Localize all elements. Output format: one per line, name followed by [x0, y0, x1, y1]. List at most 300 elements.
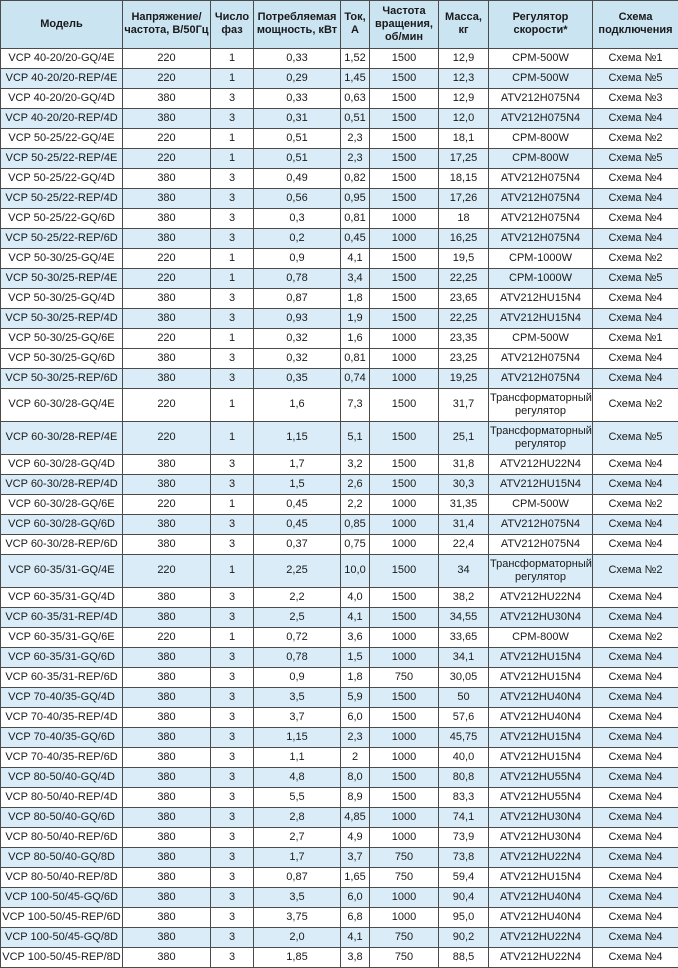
cell-phases: 3 [211, 514, 254, 534]
cell-scheme: Схема №4 [593, 667, 678, 687]
cell-voltage: 380 [123, 687, 211, 707]
cell-rpm: 1500 [370, 474, 439, 494]
cell-scheme: Схема №4 [593, 454, 678, 474]
cell-model: VCP 100-50/45-REP/6D [1, 907, 123, 927]
cell-scheme: Схема №4 [593, 474, 678, 494]
cell-current: 0,75 [341, 534, 370, 554]
cell-power: 0,2 [254, 228, 341, 248]
cell-scheme: Схема №2 [593, 248, 678, 268]
cell-model: VCP 50-25/22-REP/4D [1, 188, 123, 208]
cell-rpm: 1500 [370, 421, 439, 454]
cell-rpm: 1500 [370, 128, 439, 148]
cell-scheme: Схема №4 [593, 847, 678, 867]
cell-phases: 3 [211, 348, 254, 368]
column-header-regulator: Регулятор скорости* [489, 1, 593, 49]
cell-model: VCP 60-35/31-GQ/4E [1, 554, 123, 587]
cell-model: VCP 50-25/22-GQ/4E [1, 128, 123, 148]
cell-power: 0,35 [254, 368, 341, 388]
cell-scheme: Схема №4 [593, 647, 678, 667]
column-header-mass: Масса, кг [439, 1, 489, 49]
cell-regulator: ATV212HU55N4 [489, 767, 593, 787]
table-row [1, 128, 678, 148]
cell-rpm: 1500 [370, 388, 439, 421]
cell-model: VCP 60-30/28-GQ/4E [1, 388, 123, 421]
cell-voltage: 220 [123, 554, 211, 587]
cell-current: 5,9 [341, 687, 370, 707]
cell-current: 0,63 [341, 88, 370, 108]
cell-phases: 3 [211, 108, 254, 128]
cell-power: 0,31 [254, 108, 341, 128]
cell-voltage: 380 [123, 767, 211, 787]
cell-phases: 3 [211, 667, 254, 687]
cell-phases: 3 [211, 308, 254, 328]
cell-regulator: CPM-800W [489, 128, 593, 148]
cell-regulator: ATV212HU22N4 [489, 927, 593, 947]
cell-voltage: 220 [123, 48, 211, 68]
cell-scheme: Схема №3 [593, 88, 678, 108]
cell-model: VCP 50-25/22-REP/4E [1, 148, 123, 168]
cell-model: VCP 50-30/25-GQ/6D [1, 348, 123, 368]
cell-mass: 19,25 [439, 368, 489, 388]
cell-power: 0,45 [254, 494, 341, 514]
cell-mass: 34 [439, 554, 489, 587]
table-row [1, 554, 678, 587]
cell-rpm: 1000 [370, 228, 439, 248]
cell-voltage: 380 [123, 607, 211, 627]
cell-regulator: ATV212HU15N4 [489, 308, 593, 328]
cell-regulator: ATV212H075N4 [489, 368, 593, 388]
cell-scheme: Схема №4 [593, 687, 678, 707]
cell-rpm: 1500 [370, 268, 439, 288]
cell-power: 0,72 [254, 627, 341, 647]
cell-rpm: 1000 [370, 328, 439, 348]
cell-model: VCP 50-30/25-REP/4E [1, 268, 123, 288]
cell-scheme: Схема №2 [593, 128, 678, 148]
cell-regulator: ATV212H075N4 [489, 88, 593, 108]
cell-regulator: ATV212HU22N4 [489, 847, 593, 867]
cell-current: 4,0 [341, 587, 370, 607]
cell-model: VCP 60-30/28-GQ/6E [1, 494, 123, 514]
cell-power: 0,9 [254, 667, 341, 687]
cell-mass: 17,25 [439, 148, 489, 168]
cell-mass: 83,3 [439, 787, 489, 807]
cell-phases: 1 [211, 268, 254, 288]
cell-phases: 3 [211, 474, 254, 494]
cell-phases: 3 [211, 887, 254, 907]
cell-regulator: ATV212HU30N4 [489, 827, 593, 847]
cell-rpm: 1500 [370, 188, 439, 208]
cell-voltage: 380 [123, 787, 211, 807]
cell-regulator: ATV212HU40N4 [489, 907, 593, 927]
table-header [1, 1, 678, 49]
cell-power: 5,5 [254, 787, 341, 807]
table-row [1, 494, 678, 514]
cell-scheme: Схема №4 [593, 767, 678, 787]
cell-phases: 3 [211, 534, 254, 554]
cell-scheme: Схема №4 [593, 348, 678, 368]
cell-regulator: ATV212HU15N4 [489, 727, 593, 747]
cell-scheme: Схема №4 [593, 288, 678, 308]
table-row [1, 348, 678, 368]
cell-rpm: 1000 [370, 348, 439, 368]
cell-current: 3,4 [341, 268, 370, 288]
cell-voltage: 380 [123, 747, 211, 767]
cell-scheme: Схема №5 [593, 421, 678, 454]
cell-current: 4,1 [341, 248, 370, 268]
header-row [1, 1, 678, 49]
cell-rpm: 1000 [370, 727, 439, 747]
cell-rpm: 1000 [370, 368, 439, 388]
cell-voltage: 380 [123, 807, 211, 827]
cell-regulator: ATV212HU22N4 [489, 947, 593, 967]
cell-model: VCP 70-40/35-GQ/6D [1, 727, 123, 747]
cell-voltage: 380 [123, 308, 211, 328]
table-row [1, 248, 678, 268]
cell-rpm: 1000 [370, 514, 439, 534]
cell-phases: 3 [211, 827, 254, 847]
table-row [1, 421, 678, 454]
cell-phases: 3 [211, 368, 254, 388]
table-row [1, 188, 678, 208]
cell-mass: 73,9 [439, 827, 489, 847]
cell-current: 2 [341, 747, 370, 767]
cell-phases: 3 [211, 88, 254, 108]
cell-mass: 31,35 [439, 494, 489, 514]
cell-voltage: 380 [123, 707, 211, 727]
table-row [1, 927, 678, 947]
table-row [1, 807, 678, 827]
cell-model: VCP 40-20/20-REP/4D [1, 108, 123, 128]
cell-power: 1,7 [254, 847, 341, 867]
column-header-model: Модель [1, 1, 123, 49]
cell-power: 3,5 [254, 887, 341, 907]
cell-phases: 3 [211, 727, 254, 747]
cell-phases: 3 [211, 647, 254, 667]
cell-voltage: 380 [123, 534, 211, 554]
cell-phases: 1 [211, 248, 254, 268]
cell-current: 0,81 [341, 348, 370, 368]
cell-regulator: ATV212H075N4 [489, 228, 593, 248]
table-row [1, 288, 678, 308]
cell-mass: 33,65 [439, 627, 489, 647]
cell-mass: 22,4 [439, 534, 489, 554]
cell-current: 3,8 [341, 947, 370, 967]
cell-regulator: ATV212HU15N4 [489, 288, 593, 308]
table-row [1, 148, 678, 168]
cell-mass: 88,5 [439, 947, 489, 967]
cell-power: 1,6 [254, 388, 341, 421]
cell-power: 0,93 [254, 308, 341, 328]
cell-phases: 3 [211, 228, 254, 248]
cell-mass: 25,1 [439, 421, 489, 454]
cell-scheme: Схема №2 [593, 494, 678, 514]
cell-voltage: 220 [123, 328, 211, 348]
cell-power: 2,2 [254, 587, 341, 607]
cell-regulator: ATV212H075N4 [489, 514, 593, 534]
cell-model: VCP 80-50/40-GQ/8D [1, 847, 123, 867]
cell-scheme: Схема №5 [593, 148, 678, 168]
cell-mass: 18 [439, 208, 489, 228]
cell-voltage: 220 [123, 148, 211, 168]
cell-voltage: 380 [123, 827, 211, 847]
cell-current: 6,0 [341, 707, 370, 727]
cell-voltage: 380 [123, 108, 211, 128]
table-row [1, 388, 678, 421]
cell-phases: 3 [211, 867, 254, 887]
table-row [1, 88, 678, 108]
cell-mass: 22,25 [439, 308, 489, 328]
cell-voltage: 380 [123, 847, 211, 867]
cell-current: 0,81 [341, 208, 370, 228]
cell-phases: 1 [211, 48, 254, 68]
cell-rpm: 1000 [370, 647, 439, 667]
cell-regulator: ATV212HU22N4 [489, 587, 593, 607]
cell-power: 2,7 [254, 827, 341, 847]
cell-regulator: CPM-1000W [489, 268, 593, 288]
table-row [1, 787, 678, 807]
cell-rpm: 750 [370, 847, 439, 867]
cell-model: VCP 80-50/40-REP/8D [1, 867, 123, 887]
cell-regulator: ATV212H075N4 [489, 348, 593, 368]
cell-scheme: Схема №4 [593, 228, 678, 248]
cell-scheme: Схема №4 [593, 308, 678, 328]
table-row [1, 48, 678, 68]
cell-scheme: Схема №2 [593, 554, 678, 587]
cell-rpm: 1500 [370, 454, 439, 474]
cell-model: VCP 60-30/28-GQ/6D [1, 514, 123, 534]
cell-mass: 19,5 [439, 248, 489, 268]
cell-power: 0,87 [254, 867, 341, 887]
cell-model: VCP 60-30/28-REP/4E [1, 421, 123, 454]
cell-current: 10,0 [341, 554, 370, 587]
column-header-scheme: Схема подключения [593, 1, 678, 49]
cell-mass: 40,0 [439, 747, 489, 767]
cell-current: 1,5 [341, 647, 370, 667]
cell-rpm: 750 [370, 867, 439, 887]
table-row [1, 228, 678, 248]
cell-phases: 1 [211, 421, 254, 454]
cell-voltage: 220 [123, 421, 211, 454]
cell-mass: 12,0 [439, 108, 489, 128]
column-header-phases: Число фаз [211, 1, 254, 49]
cell-model: VCP 70-40/35-REP/4D [1, 707, 123, 727]
cell-voltage: 380 [123, 927, 211, 947]
cell-power: 2,8 [254, 807, 341, 827]
cell-current: 1,9 [341, 308, 370, 328]
cell-scheme: Схема №4 [593, 867, 678, 887]
cell-power: 3,75 [254, 907, 341, 927]
cell-power: 1,15 [254, 421, 341, 454]
cell-scheme: Схема №4 [593, 727, 678, 747]
cell-mass: 23,25 [439, 348, 489, 368]
cell-rpm: 1500 [370, 554, 439, 587]
cell-model: VCP 60-35/31-GQ/6D [1, 647, 123, 667]
cell-scheme: Схема №4 [593, 747, 678, 767]
cell-mass: 23,35 [439, 328, 489, 348]
table-row [1, 68, 678, 88]
cell-power: 1,7 [254, 454, 341, 474]
cell-current: 6,0 [341, 887, 370, 907]
cell-phases: 3 [211, 607, 254, 627]
table-row [1, 647, 678, 667]
cell-mass: 12,9 [439, 88, 489, 108]
cell-model: VCP 100-50/45-REP/8D [1, 947, 123, 967]
cell-phases: 1 [211, 494, 254, 514]
cell-mass: 18,15 [439, 168, 489, 188]
cell-mass: 16,25 [439, 228, 489, 248]
cell-regulator: ATV212HU30N4 [489, 807, 593, 827]
cell-regulator: ATV212H075N4 [489, 208, 593, 228]
cell-model: VCP 50-25/22-REP/6D [1, 228, 123, 248]
cell-current: 1,65 [341, 867, 370, 887]
cell-scheme: Схема №4 [593, 168, 678, 188]
cell-scheme: Схема №4 [593, 887, 678, 907]
cell-rpm: 750 [370, 927, 439, 947]
cell-power: 0,78 [254, 268, 341, 288]
cell-regulator: ATV212HU40N4 [489, 707, 593, 727]
cell-mass: 50 [439, 687, 489, 707]
cell-scheme: Схема №5 [593, 268, 678, 288]
cell-model: VCP 100-50/45-GQ/6D [1, 887, 123, 907]
cell-rpm: 1500 [370, 168, 439, 188]
cell-voltage: 220 [123, 627, 211, 647]
cell-rpm: 1500 [370, 288, 439, 308]
cell-power: 0,78 [254, 647, 341, 667]
cell-model: VCP 60-30/28-GQ/4D [1, 454, 123, 474]
cell-current: 0,45 [341, 228, 370, 248]
cell-phases: 3 [211, 208, 254, 228]
cell-power: 0,51 [254, 148, 341, 168]
cell-scheme: Схема №4 [593, 587, 678, 607]
table-row [1, 727, 678, 747]
table-row [1, 368, 678, 388]
cell-phases: 1 [211, 148, 254, 168]
table-row [1, 887, 678, 907]
cell-scheme: Схема №4 [593, 208, 678, 228]
cell-rpm: 1000 [370, 494, 439, 514]
table-row [1, 687, 678, 707]
cell-current: 2,3 [341, 148, 370, 168]
cell-voltage: 220 [123, 248, 211, 268]
cell-phases: 3 [211, 188, 254, 208]
table-row [1, 867, 678, 887]
table-row [1, 607, 678, 627]
cell-current: 6,8 [341, 907, 370, 927]
table-row [1, 534, 678, 554]
cell-current: 4,9 [341, 827, 370, 847]
cell-scheme: Схема №2 [593, 388, 678, 421]
cell-mass: 31,4 [439, 514, 489, 534]
cell-model: VCP 50-30/25-GQ/6E [1, 328, 123, 348]
column-header-current: Ток, А [341, 1, 370, 49]
cell-regulator: ATV212HU22N4 [489, 454, 593, 474]
cell-current: 8,0 [341, 767, 370, 787]
cell-voltage: 220 [123, 388, 211, 421]
cell-power: 0,45 [254, 514, 341, 534]
cell-current: 7,3 [341, 388, 370, 421]
table-row [1, 847, 678, 867]
cell-phases: 3 [211, 927, 254, 947]
cell-current: 2,3 [341, 727, 370, 747]
cell-rpm: 1500 [370, 607, 439, 627]
table-row [1, 108, 678, 128]
cell-phases: 1 [211, 388, 254, 421]
cell-rpm: 1000 [370, 827, 439, 847]
cell-scheme: Схема №4 [593, 108, 678, 128]
table-body [1, 48, 678, 967]
cell-scheme: Схема №4 [593, 607, 678, 627]
cell-mass: 34,1 [439, 647, 489, 667]
cell-power: 2,25 [254, 554, 341, 587]
cell-voltage: 380 [123, 88, 211, 108]
cell-model: VCP 60-35/31-REP/4D [1, 607, 123, 627]
table-row [1, 907, 678, 927]
cell-phases: 1 [211, 554, 254, 587]
cell-phases: 1 [211, 128, 254, 148]
cell-current: 3,6 [341, 627, 370, 647]
cell-mass: 22,25 [439, 268, 489, 288]
table-row [1, 827, 678, 847]
cell-phases: 1 [211, 328, 254, 348]
cell-power: 0,32 [254, 348, 341, 368]
cell-scheme: Схема №4 [593, 807, 678, 827]
cell-power: 2,5 [254, 607, 341, 627]
cell-power: 0,51 [254, 128, 341, 148]
table-row [1, 208, 678, 228]
cell-rpm: 1000 [370, 807, 439, 827]
cell-power: 3,5 [254, 687, 341, 707]
cell-phases: 3 [211, 787, 254, 807]
cell-rpm: 1500 [370, 68, 439, 88]
cell-rpm: 750 [370, 667, 439, 687]
table-row [1, 587, 678, 607]
cell-power: 1,15 [254, 727, 341, 747]
cell-model: VCP 50-30/25-REP/6D [1, 368, 123, 388]
cell-voltage: 220 [123, 68, 211, 88]
table-row [1, 947, 678, 967]
cell-mass: 90,4 [439, 887, 489, 907]
cell-regulator: ATV212HU15N4 [489, 867, 593, 887]
cell-phases: 3 [211, 168, 254, 188]
cell-current: 2,3 [341, 128, 370, 148]
cell-power: 0,32 [254, 328, 341, 348]
cell-power: 0,3 [254, 208, 341, 228]
table-row [1, 627, 678, 647]
cell-regulator: ATV212H075N4 [489, 168, 593, 188]
cell-scheme: Схема №4 [593, 907, 678, 927]
cell-power: 3,7 [254, 707, 341, 727]
cell-regulator: CPM-500W [489, 68, 593, 88]
cell-regulator: CPM-800W [489, 627, 593, 647]
cell-power: 1,5 [254, 474, 341, 494]
cell-voltage: 380 [123, 168, 211, 188]
cell-voltage: 380 [123, 667, 211, 687]
cell-phases: 1 [211, 627, 254, 647]
cell-phases: 3 [211, 907, 254, 927]
table-row [1, 168, 678, 188]
cell-regulator: Трансформаторный регулятор [489, 421, 593, 454]
cell-regulator: Трансформаторный регулятор [489, 388, 593, 421]
cell-rpm: 1500 [370, 707, 439, 727]
cell-model: VCP 40-20/20-GQ/4D [1, 88, 123, 108]
cell-model: VCP 60-35/31-GQ/4D [1, 587, 123, 607]
cell-phases: 3 [211, 687, 254, 707]
cell-voltage: 380 [123, 454, 211, 474]
cell-voltage: 380 [123, 947, 211, 967]
cell-current: 1,6 [341, 328, 370, 348]
cell-voltage: 380 [123, 907, 211, 927]
cell-power: 0,9 [254, 248, 341, 268]
